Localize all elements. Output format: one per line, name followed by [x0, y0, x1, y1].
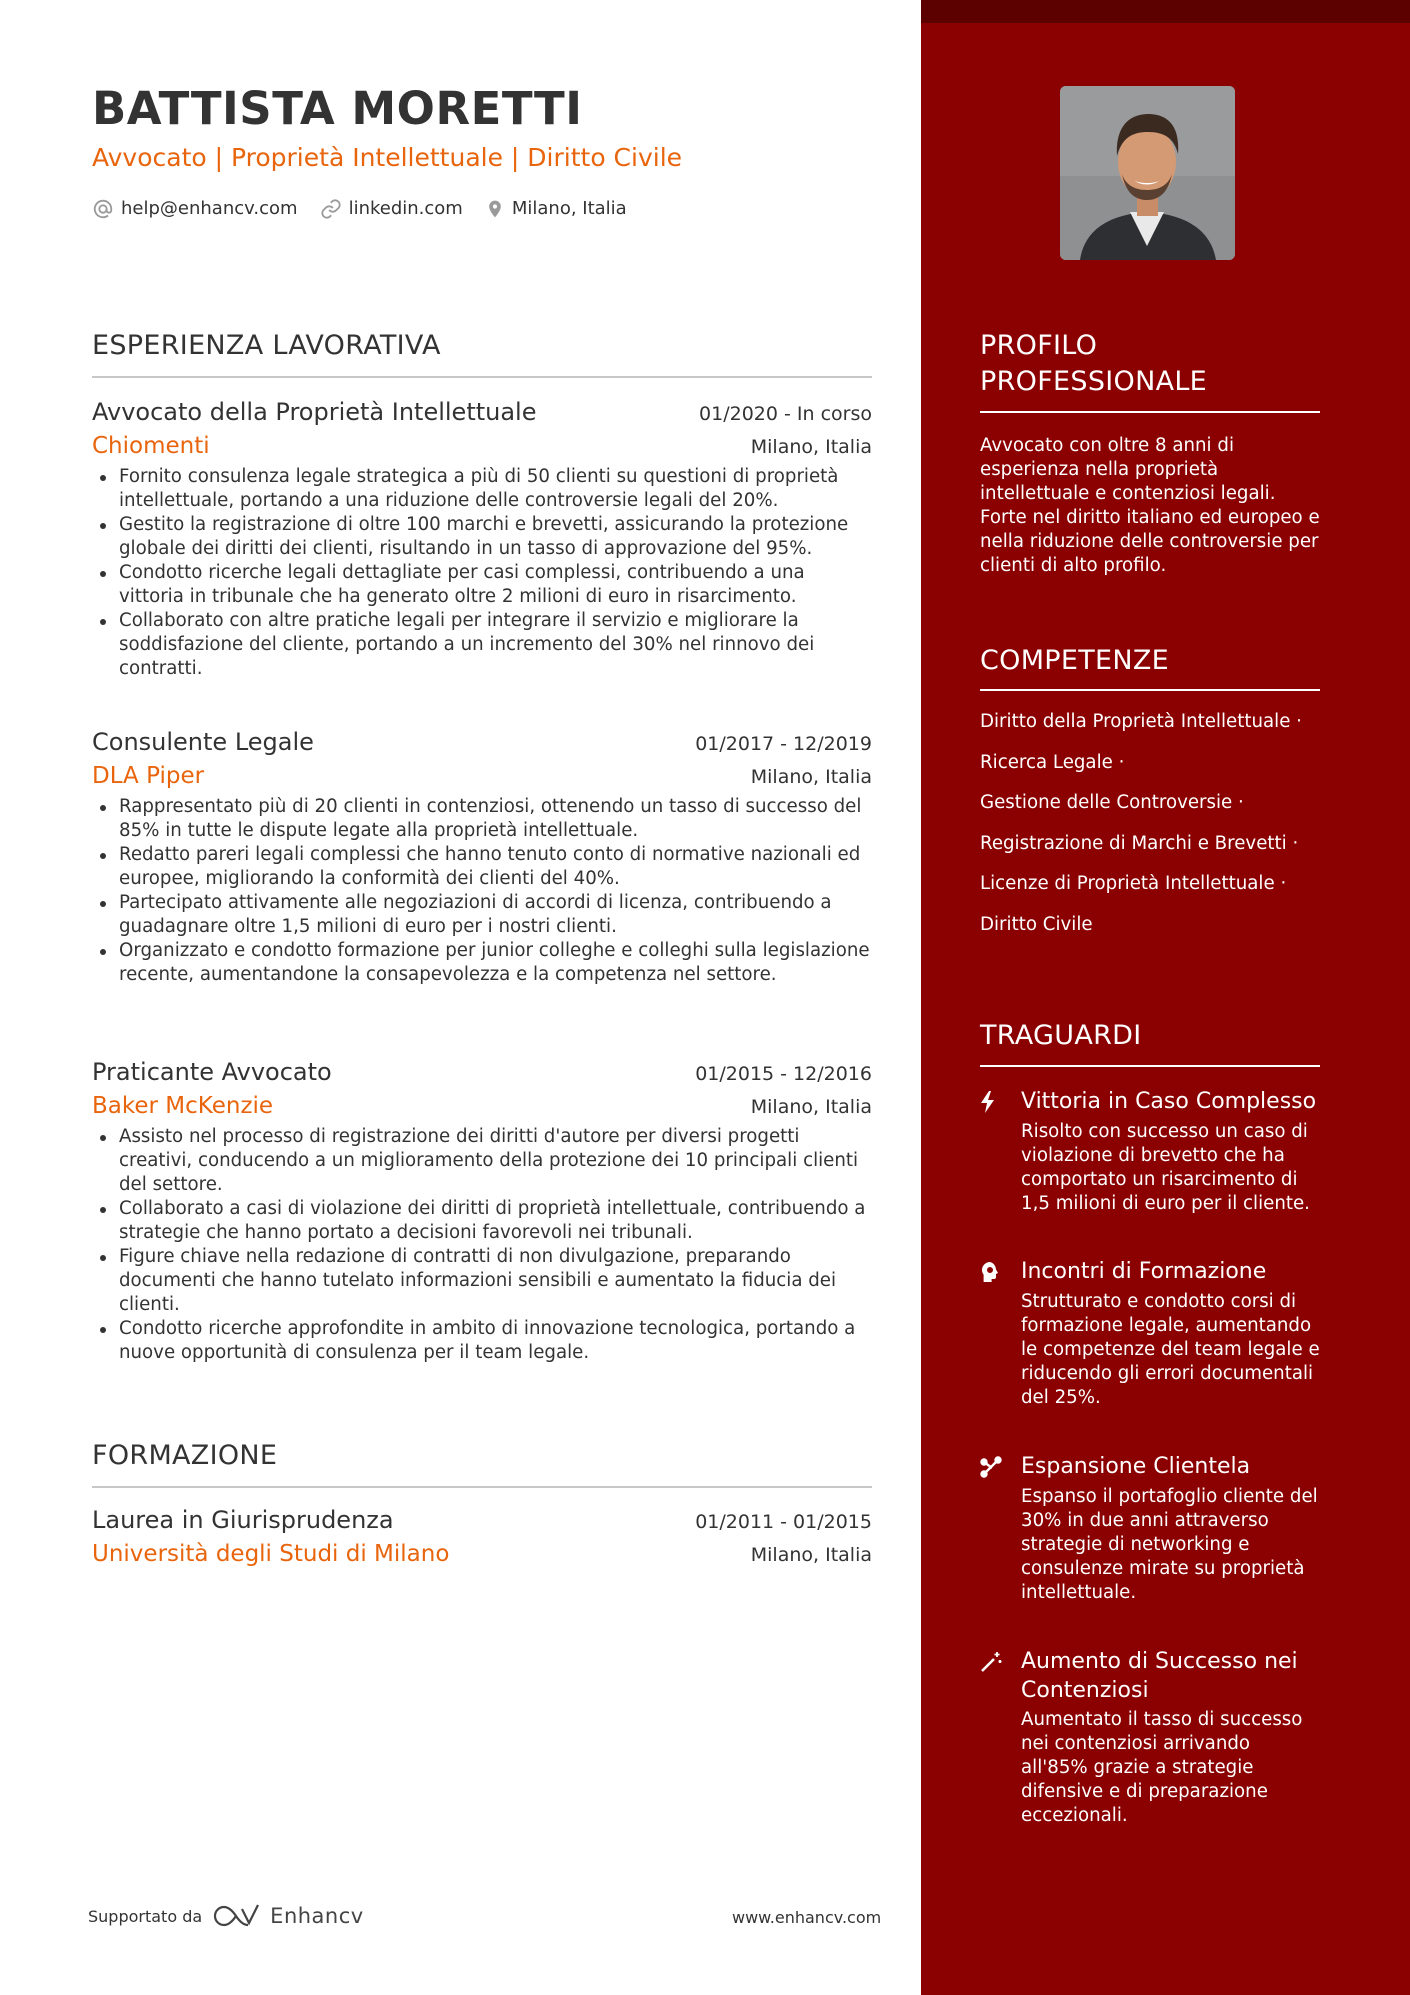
education-location: Milano, Italia — [750, 1544, 872, 1566]
achievement-item — [980, 1647, 1320, 1828]
experience-title: ESPERIENZA LAVORATIVA — [92, 330, 441, 361]
bullet-item: Fornito consulenza legale strategica a più di 50 clienti su questioni di proprietà intellettuale, portando a una riduzione delle controversie legali del 20%. — [92, 465, 872, 513]
contact-linkedin[interactable] — [320, 196, 463, 222]
bullet-item: Assisto nel processo di registrazione dei diritti d'autore per diversi progetti creativi, conducendo a un miglioramento della protezione dei 10 principali clienti del settore. — [92, 1125, 872, 1197]
achievement-item — [980, 1257, 1320, 1410]
powered-by-text: Supportato da — [88, 1906, 203, 1926]
bullet-item: Collaborato a casi di violazione dei diritti di proprietà intellettuale, contribuendo a strategie che hanno portato a decisioni favorevoli nei tribunali. — [92, 1197, 872, 1245]
company-name: Baker McKenzie — [92, 1093, 274, 1119]
skill-item: Ricerca Legale · — [980, 751, 1125, 773]
link-icon — [320, 198, 342, 220]
headline: Avvocato | Proprietà Intellettuale | Diritto Civile — [92, 143, 683, 172]
achievement-description: Risolto con successo un caso di violazione di brevetto che ha comportato un risarcimento di 1,5 milioni di euro per il cliente. — [1021, 1121, 1310, 1214]
candidate-name: BATTISTA MORETTI — [92, 82, 583, 135]
bullet-item: Condotto ricerche approfondite in ambito di innovazione tecnologica, portando a nuove opportunità di consulenza per il team legale. — [92, 1317, 872, 1365]
job-title: Avvocato della Proprietà Intellettuale — [92, 398, 537, 426]
achievement-description: Aumentato il tasso di successo nei contenziosi arrivando all'85% grazie a strategie difensive e di preparazione eccezionali. — [1021, 1709, 1303, 1826]
degree-title: Laurea in Giurisprudenza — [92, 1506, 394, 1534]
job-title: Consulente Legale — [92, 728, 314, 756]
skill-item: Gestione delle Controversie · — [980, 792, 1244, 813]
skills-title: COMPETENZE — [980, 645, 1170, 676]
experience-entry — [92, 396, 872, 681]
skill-item: Registrazione di Marchi e Brevetti · — [980, 832, 1299, 854]
section-divider — [980, 689, 1320, 691]
location-pin-icon — [485, 198, 505, 220]
enhancv-logo-icon — [212, 1903, 262, 1929]
sidebar — [921, 0, 1410, 1995]
achievement-title: Vittoria in Caso Complesso — [1021, 1089, 1317, 1114]
linkedin-text: linkedin.com — [348, 198, 463, 219]
bullet-item: Collaborato con altre pratiche legali per integrare il servizio e migliorare la soddisfazione del cliente, portando a un incremento del 30% nel rinnovo dei contratti. — [92, 609, 872, 681]
achievement-title: Espansione Clientela — [1021, 1454, 1251, 1479]
sidebar-top-band — [921, 0, 1410, 23]
company-name: DLA Piper — [92, 763, 205, 789]
education-dates: 01/2011 - 01/2015 — [695, 1511, 872, 1533]
job-location: Milano, Italia — [750, 436, 872, 458]
education-section — [92, 1438, 872, 1488]
section-divider — [92, 1486, 872, 1488]
profile-title: PROFILO PROFESSIONALE — [980, 330, 1208, 397]
bullet-item: Gestito la registrazione di oltre 100 marchi e brevetti, assicurando la protezione globale dei diritti dei clienti, risultando in un tasso di approvazione del 95%. — [92, 513, 872, 561]
footer-branding — [88, 1903, 364, 1929]
school-name: Università degli Studi di Milano — [92, 1541, 450, 1567]
head-icon — [980, 1261, 1000, 1283]
profile-summary: Avvocato con oltre 8 anni di esperienza nella proprietà intellettuale e contenziosi legali. Forte nel diritto italiano ed europeo e nella riduzione delle controversie per clienti di alto profilo. — [980, 435, 1320, 576]
brand-name: Enhancv — [270, 1904, 364, 1928]
location-text: Milano, Italia — [511, 198, 627, 219]
achievement-description: Strutturato e condotto corsi di formazione legale, aumentando le competenze del team legale e riducendo gli errori documentali del 25%. — [1021, 1291, 1320, 1408]
job-bullets — [92, 465, 872, 681]
bullet-item: Redatto pareri legali complessi che hanno tenuto conto di normative nazionali ed europee, migliorando la conformità dei clienti del 40%. — [92, 843, 872, 891]
section-divider — [980, 1065, 1320, 1067]
lightning-icon — [980, 1091, 996, 1113]
magic-wand-icon — [980, 1651, 1002, 1673]
achievement-title: Aumento di Successo nei Contenziosi — [1021, 1649, 1298, 1703]
at-icon — [92, 198, 114, 220]
bullet-item: Condotto ricerche legali dettagliate per casi complessi, contribuendo a una vittoria in tribunale che ha generato oltre 2 milioni di euro in risarcimento. — [92, 561, 872, 609]
job-location: Milano, Italia — [750, 766, 872, 788]
job-title: Praticante Avvocato — [92, 1058, 332, 1086]
job-dates: 01/2017 - 12/2019 — [695, 733, 872, 755]
skills-list — [980, 710, 1320, 953]
experience-section — [92, 328, 872, 378]
section-divider — [92, 376, 872, 378]
bullet-item: Organizzato e condotto formazione per junior colleghe e colleghi sulla legislazione recente, aumentandone la consapevolezza e la competenza nel settore. — [92, 939, 872, 987]
job-bullets — [92, 1125, 872, 1365]
job-location: Milano, Italia — [750, 1096, 872, 1118]
job-dates: 01/2020 - In corso — [699, 403, 872, 425]
skill-item: Licenze di Proprietà Intellettuale · — [980, 873, 1287, 894]
contact-bar — [92, 196, 649, 222]
skill-item: Diritto Civile — [980, 913, 1093, 935]
contact-location — [485, 196, 627, 222]
achievements-title: TRAGUARDI — [980, 1020, 1142, 1051]
skill-item: Diritto della Proprietà Intellettuale · — [980, 711, 1302, 732]
achievement-title: Incontri di Formazione — [1021, 1259, 1267, 1284]
bullet-item: Rappresentato più di 20 clienti in contenziosi, ottenendo un tasso di successo del 85% in tutte le dispute legate alla proprietà intellettuale. — [92, 795, 872, 843]
job-bullets — [92, 795, 872, 987]
experience-entry — [92, 1056, 872, 1365]
education-entry — [92, 1504, 872, 1571]
bullet-item: Figure chiave nella redazione di contratti di non divulgazione, preparando documenti che hanno tutelato informazioni sensibili e aumentato la fiducia dei clienti. — [92, 1245, 872, 1317]
email-text: help@enhancv.com — [121, 198, 298, 219]
network-icon — [980, 1456, 1002, 1478]
education-title: FORMAZIONE — [92, 1440, 278, 1471]
contact-email[interactable] — [92, 196, 298, 222]
profile-photo — [1060, 86, 1235, 260]
job-dates: 01/2015 - 12/2016 — [695, 1063, 872, 1085]
achievement-item — [980, 1087, 1320, 1216]
company-name: Chiomenti — [92, 433, 210, 459]
experience-entry — [92, 726, 872, 987]
section-divider — [980, 411, 1320, 413]
achievement-description: Espanso il portafoglio cliente del 30% in due anni attraverso strategie di networking e consulenze mirate su proprietà intellettuale. — [1021, 1486, 1318, 1603]
achievement-item — [980, 1452, 1320, 1605]
bullet-item: Partecipato attivamente alle negoziazioni di accordi di licenza, contribuendo a guadagnare oltre 1,5 milioni di euro per i nostri clienti. — [92, 891, 872, 939]
footer-website[interactable]: www.enhancv.com — [732, 1908, 882, 1927]
